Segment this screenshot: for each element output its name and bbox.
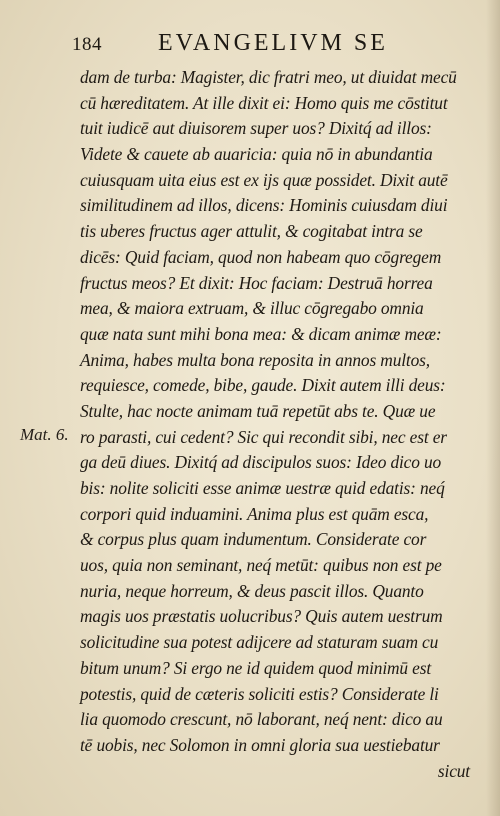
text-line: tis uberes fructus ager attulit, & cogitabat intra se xyxy=(80,221,423,242)
text-block xyxy=(80,65,470,784)
text-line: uos, quia non seminant, neq́ metūt: quibus non est pe xyxy=(80,555,442,576)
text-line: fructus meos? Et dixit: Hoc faciam: Destruā horrea xyxy=(80,272,433,293)
text-line: tuit iudicē aut diuisorem super uos? Dixitq́ ad illos: xyxy=(80,118,432,139)
text-line: corpori quid induamini. Anima plus est quām esca, xyxy=(80,503,429,524)
text-line: requiesce, comede, bibe, gaude. Dixit autem illi deus: xyxy=(80,375,446,396)
text-line: similitudinem ad illos, dicens: Hominis cuiusdam diui xyxy=(80,195,448,216)
text-line: ga deū diues. Dixitq́ ad discipulos suos: Ideo dico uo xyxy=(80,452,442,473)
text-line: nuria, neque horreum, & deus pascit illos. Quanto xyxy=(80,580,424,601)
text-line: bis: nolite soliciti esse animæ uestræ quid edatis: neq́ xyxy=(80,478,445,498)
text-line: bitum unum? Si ergo ne id quidem quod minimū est xyxy=(80,657,432,678)
text-line: cuiusquam uita eius est ex ijs quæ possidet. Dixit autē xyxy=(80,169,448,190)
text-line: ro parasti, cui cedent? Sic qui recondit sibi, nec est er xyxy=(80,426,447,447)
text-line: Stulte, hac nocte animam tuā repetūt abs te. Quæ ue xyxy=(80,400,436,421)
text-line: potestis, quid de cæteris soliciti estis? Considerate li xyxy=(80,683,439,704)
running-head: EVANGELIVM SE xyxy=(158,30,388,56)
text-line: cū hæreditatem. At ille dixit ei: Homo quis me cōstitut xyxy=(80,92,448,113)
text-line: & corpus plus quam indumentum. Considerate cor xyxy=(80,529,427,550)
text-line: solicitudine sua potest adijcere ad staturam suam cu xyxy=(80,632,439,653)
page-number: 184 xyxy=(72,34,102,55)
text-line: sicut xyxy=(437,760,470,781)
text-line: quæ nata sunt mihi bona mea: & dicam animæ meæ: xyxy=(80,323,442,344)
text-line: Videte & cauete ab auaricia: quia nō in abundantia xyxy=(80,144,433,165)
text-line: magis uos præstatis uolucribus? Quis autem uestrum xyxy=(80,606,443,627)
text-line: Anima, habes multa bona reposita in annos multos, xyxy=(80,349,430,370)
text-line: tē uobis, nec Solomon in omni gloria sua uestiebatur xyxy=(80,734,440,755)
text-line: lia quomodo crescunt, nō laborant, neq́ nent: dico au xyxy=(80,709,443,730)
text-line: mea, & maiora extruam, & illuc cōgregabo omnia xyxy=(80,298,424,319)
text-line: dicēs: Quid faciam, quod non habeam quo cōgregem xyxy=(80,246,442,267)
text-line: dam de turba: Magister, dic fratri meo, ut diuidat mecū xyxy=(80,67,457,87)
marginal-note: Mat. 6. xyxy=(20,425,69,444)
